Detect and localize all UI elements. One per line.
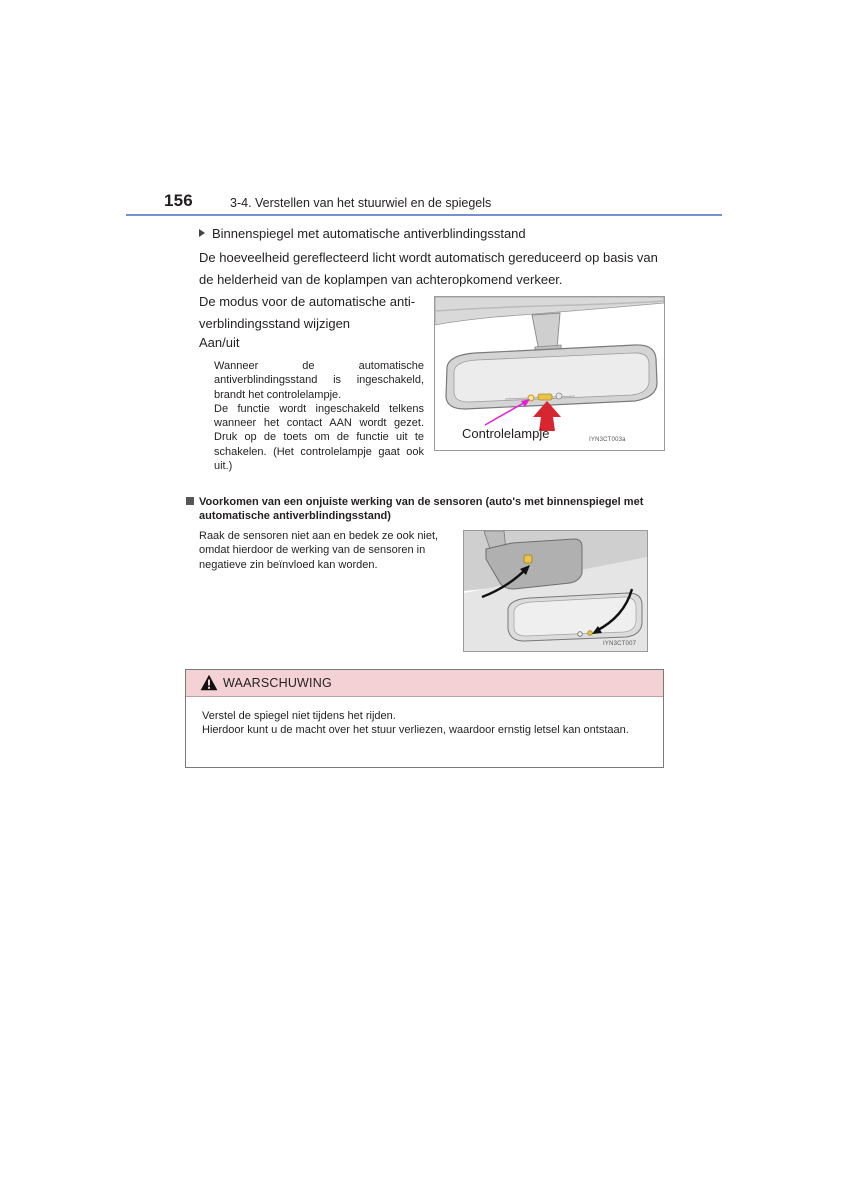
onoff-paragraph-2: De functie wordt ingeschakeld telkens wanneer het contact AAN wordt gezet. Druk op de toets om de functie uit te schakelen. (Het controlelampje gaat ook uit.): [214, 402, 424, 473]
intro-paragraph: [199, 247, 662, 291]
section-title: 3-4. Verstellen van het stuurwiel en de spiegels: [230, 196, 492, 210]
warning-title: WAARSCHUWING: [223, 676, 332, 690]
square-bullet-icon: [186, 497, 194, 505]
indicator-label: Controlelampje: [462, 426, 550, 441]
mode-change-text: [199, 291, 427, 335]
sensor-location-figure: [463, 530, 648, 652]
sensor-heading: [186, 495, 664, 523]
onoff-paragraph-1: Wanneer de automatische antiverblindingsstand is ingeschakeld, brandt het controlelampje.: [214, 360, 424, 401]
warning-header: [186, 670, 663, 697]
header-rule: [126, 214, 722, 216]
warning-line-1: Verstel de spiegel niet tijdens het rijden.: [202, 710, 396, 722]
mode-line-2: verblindingsstand wijzigen: [199, 316, 351, 331]
intro-line-1: De hoeveelheid gereflecteerd licht wordt automatisch gereduceerd op basis van: [199, 250, 658, 265]
subheading-text: Binnenspiegel met automatische antiverblindingsstand: [212, 226, 526, 241]
mode-line-1: De modus voor de automatische anti-: [199, 294, 416, 309]
warning-box: [185, 669, 664, 768]
triangle-bullet-icon: [199, 229, 205, 237]
page-number: 156: [164, 191, 193, 210]
intro-line-2: de helderheid van de koplampen van achteropkomend verkeer.: [199, 272, 563, 287]
figure-code-1: IYN3CT003a: [589, 437, 626, 443]
warning-text: [202, 709, 654, 738]
figure-code-2: IYN3CT007: [603, 641, 637, 647]
sensor-body-text: Raak de sensoren niet aan en bedek ze ook niet, omdat hierdoor de werking van de sensoren in negatieve zin beïnvloed kan worden.: [199, 530, 439, 571]
sensor-heading-line-1: [186, 495, 664, 509]
sensor-heading-line-2: automatische antiverblindingsstand): [199, 510, 391, 522]
warning-line-2: Hierdoor kunt u de macht over het stuur verliezen, waardoor ernstig letsel kan ontstaan.: [202, 724, 629, 737]
subheading-auto-dimming: [199, 226, 526, 241]
onoff-description: [214, 359, 424, 473]
onoff-label: Aan/uit: [199, 335, 240, 350]
warning-triangle-icon: [200, 674, 218, 691]
sensor-heading-text-1: Voorkomen van een onjuiste werking van de sensoren (auto's met binnenspiegel met: [199, 496, 644, 508]
sensor-illustration: [464, 531, 647, 651]
